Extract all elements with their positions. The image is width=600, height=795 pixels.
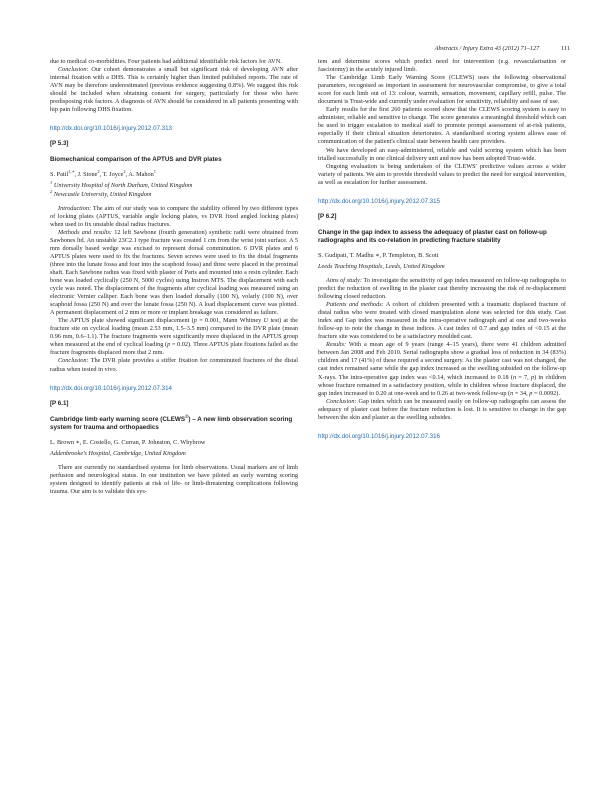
abstract-title-clews: Cambridge limb early warning score (CLEWS©) – A new limb observation scoring system for trauma and orthopaedics — [50, 413, 293, 431]
clews-continued-paragraph: tem and determine scores which predict need for intervention (e.g. revascularisation or fasciotomy) in the acutely injured limb. — [318, 58, 566, 74]
patients-methods-paragraph: Patients and methods: A cohort of children presented with a traumatic displaced fracture of distal radius who were treated with closed manipulation alone was selected for this study. Cast index and Gap index was measured in the intra-operative radiograph and at one and two-weeks follow-up to note the change in these indices. A cast index of 0.7 and gap index of <0.15 at the fracture site was considered to be a satisfactory moulded cast. — [318, 301, 566, 341]
conclusion-paragraph — [50, 66, 298, 114]
clews-early-results-paragraph: Early results for the first 260 patients scored show that the CLEWS scoring system is easy to administer, reliable and sensitive to change. The score generates a meaningful threshold which can be used to trigger escalation to medical staff to promote prompt assessment of at-risk patients, especially if their clinical situation deteriorates. A standardised scoring system allows ease of communication of the patient's clinical state between health care providers. — [318, 106, 566, 146]
doi-link-314[interactable]: http://dx.doi.org/10.1016/j.injury.2012.07.314 — [50, 384, 173, 392]
intro-paragraph: Introduction: The aim of our study was to compare the stability offered by two different types of locking plates (APTUS, variable angle locking plates, vs DVR fixed angled locking plates) when used to fix unstable distal radius fractures. — [50, 204, 298, 228]
conclusion-paragraph-aptus: Conclusion: The DVR plate provides a stiffer fixation for comminuted fractures of the distal radius when tested in vivo. — [50, 357, 298, 373]
conclusion-text: Our cohort demonstrates a small but significant risk of developing AVN after internal fixation with a DHS. This is certainly higher than limited published reports. The rate of AVN may be therefore underestimated (previous evidence suggesting 0.8%). We suggest this risk should be included when obtaining consent for surgery, particularly for those who have predisposing risk factors. A diagnosis of AVN should be considered in all patients presenting with hip pain following DHS fixation. — [50, 66, 298, 114]
results-paragraph: The APTUS plate showed significant displacement (p = 0.001, Mann Whitney U test) at the fracture site on cyclical loading (mean 2.53 mm, 1.5–3.5 mm) compared to the DVR plate (mean 0.96 mm, 0.6–1.1). The fracture fragments were significantly more displaced in the APTUS group when measured at the end of cyclical loading (p = 0.02). Three APTUS plate fixations failed as the fracture fragments displaced more that 2 mm. — [50, 317, 299, 357]
clews-developed-paragraph: We have developed an easy-administered, reliable and valid scoring system which has been trialled successfully in one clinical delivery unit and now has been adopted Trust-wide. — [318, 146, 566, 162]
continued-paragraph: due to medical co-morbidities. Four patients had additional identifiable risk factors for AVN. — [50, 58, 282, 65]
clews-parameters-paragraph: The Cambridge Limb Early Warning Score (CLEWS) uses the following observational parameters, recognised as important in assessment for neurovascular compromise, to give a total score for each limb out of 13: colour, warmth, sensation, movement, capillary refill, pulse. The document is Trust-wide and currently under evaluation for sensitivity, reliability and ease of use. — [318, 74, 566, 106]
methods-paragraph: Methods and results: 12 left Sawbone (fourth generation) synthetic radii were obtained from Sawbones ltd. An unstable 23C2.1 type fracture was created 1 cm from the wrist joint surface. A 5 mm dorsally based wedge was excised to represent dorsal comminution. 6 DVR plates and 6 APTUS plates were used to fix the fractures. Seven screws were used to fix the distal fragments (three into the lunate fossa and four into the scaphoid fossa) and three were placed in the proximal shaft. Each Sawbone radius was fixed with plaster of Paris and mounted into a resin cylinder. Each bone was loaded cyclically (250 N, 5000 cycles) using Instron MTS. The displacement with each cycle was noted. The displacement of the fragments after cyclical loading was measured using an electronic Vernier calliper. Each bone was then loaded dorsally (100 N), volarly (100 N), over scaphoid fossa (250 N) and over the lunate fossa (250 N). A load displacement curve was plotted. A permanent displacement of 2 mm or more or implant breakage was considered as failure. — [50, 228, 298, 317]
affiliation-2: $^2$ Newcastle University, United Kingdom — [50, 188, 152, 198]
doi-link-315[interactable]: http://dx.doi.org/10.1016/j.injury.2012.07.315 — [318, 197, 441, 205]
affiliation-clews: Addenbrooke's Hospital, Cambridge, United Kingdom — [50, 449, 186, 457]
authors-aptus: S. Patil$^{1,∗}$, J. Stone$^2$, T. Joyce$^2$, A. Mahon$^1$ — [50, 169, 157, 179]
abstract-title-aptus: Biomechanical comparison of the APTUS and DVR plates — [50, 156, 222, 164]
page-number: 111 — [561, 45, 570, 52]
abstract-tag-p53: [P 5.3] — [50, 140, 69, 148]
clews-ongoing-paragraph: Ongoing evaluation is being undertaken of the CLEWS' predictive values across a wider variety of patients. We aim to provide threshold values to predict the need for surgical intervention, as well as escalation for further assessment. — [318, 162, 566, 186]
running-head — [50, 45, 570, 52]
doi-link-313[interactable]: http://dx.doi.org/10.1016/j.injury.2012.07.313 — [50, 125, 173, 133]
gap-conclusion-paragraph: Conclusion: Gap index which can be measured easily on follow-up radiographs can assess the adequacy of plaster cast before the fracture reduction is lost. It is sensitive to change in the gap between the skin and plaster as the swelling subsides. — [318, 397, 566, 421]
conclusion-label: Conclusion: — [58, 66, 89, 74]
left-column — [50, 58, 298, 496]
authors-clews: L. Brown ∗, E. Costello, G. Curran, P. Johnston, C. Whybrow — [50, 438, 206, 446]
abstract-tag-p62: [P 6.2] — [318, 212, 337, 220]
affiliation-1: $^1$ University Hospital of North Durham, United Kingdom — [50, 180, 193, 190]
right-column — [318, 58, 566, 448]
aims-paragraph: Aims of study: To investigate the sensitivity of gap index measured on follow-up radiographs to predict the reduction of swelling in the plaster cast thereby increasing the risk of re-displacement following closed reduction. — [318, 276, 566, 301]
affiliations-aptus — [50, 182, 298, 198]
authors-gap-index: S. Gudipati, T. Madhu ∗, P. Templeton, B. Scott — [318, 251, 439, 259]
doi-link-316[interactable]: http://dx.doi.org/10.1016/j.injury.2012.07.316 — [318, 432, 441, 440]
journal-citation: Abstracts / Injury Extra 43 (2012) 71–127 — [434, 45, 540, 52]
affiliation-gap-index: Leeds Teaching Hospitals, Leeds, United Kingdom — [318, 262, 445, 270]
gap-results-paragraph: Results: With a mean age of 9 years (range 4–15 years), there were 41 children admitted between Jan 2008 and Feb 2010. Serial radiographs show a gradual loss of reduction in 34 (83%) children and 17 (41%) of these required a second surgery. As the plaster cast was not changed, the cast index remained same while the gap index increased as the swelling subsided on the follow-up X-rays. The intra-operative gap index was <0.14, which increased to 0.18 (n = 7, p) in children whose fracture remained in a satisfactory position, while in children whose fracture displaced, the gap index increased to 0.20 at one-week and to 0.26 at two-week follow-up (n = 34, p = 0.0092). — [318, 341, 566, 397]
clews-body-paragraph: There are currently no standardised systems for limb observations. Usual markers are of limb perfusion and neurological status. In our institution we have piloted an early warning scoring system designed to identify patients at risk of life- or limb-threatening complications following trauma. Our aim is to validate this sys- — [50, 463, 298, 495]
abstract-title-gap-index: Change in the gap index to assess the adequacy of plaster cast on follow-up radiographs and its co-relation in predicting fracture stability — [318, 228, 547, 244]
abstract-tag-p61: [P 6.1] — [50, 399, 69, 407]
